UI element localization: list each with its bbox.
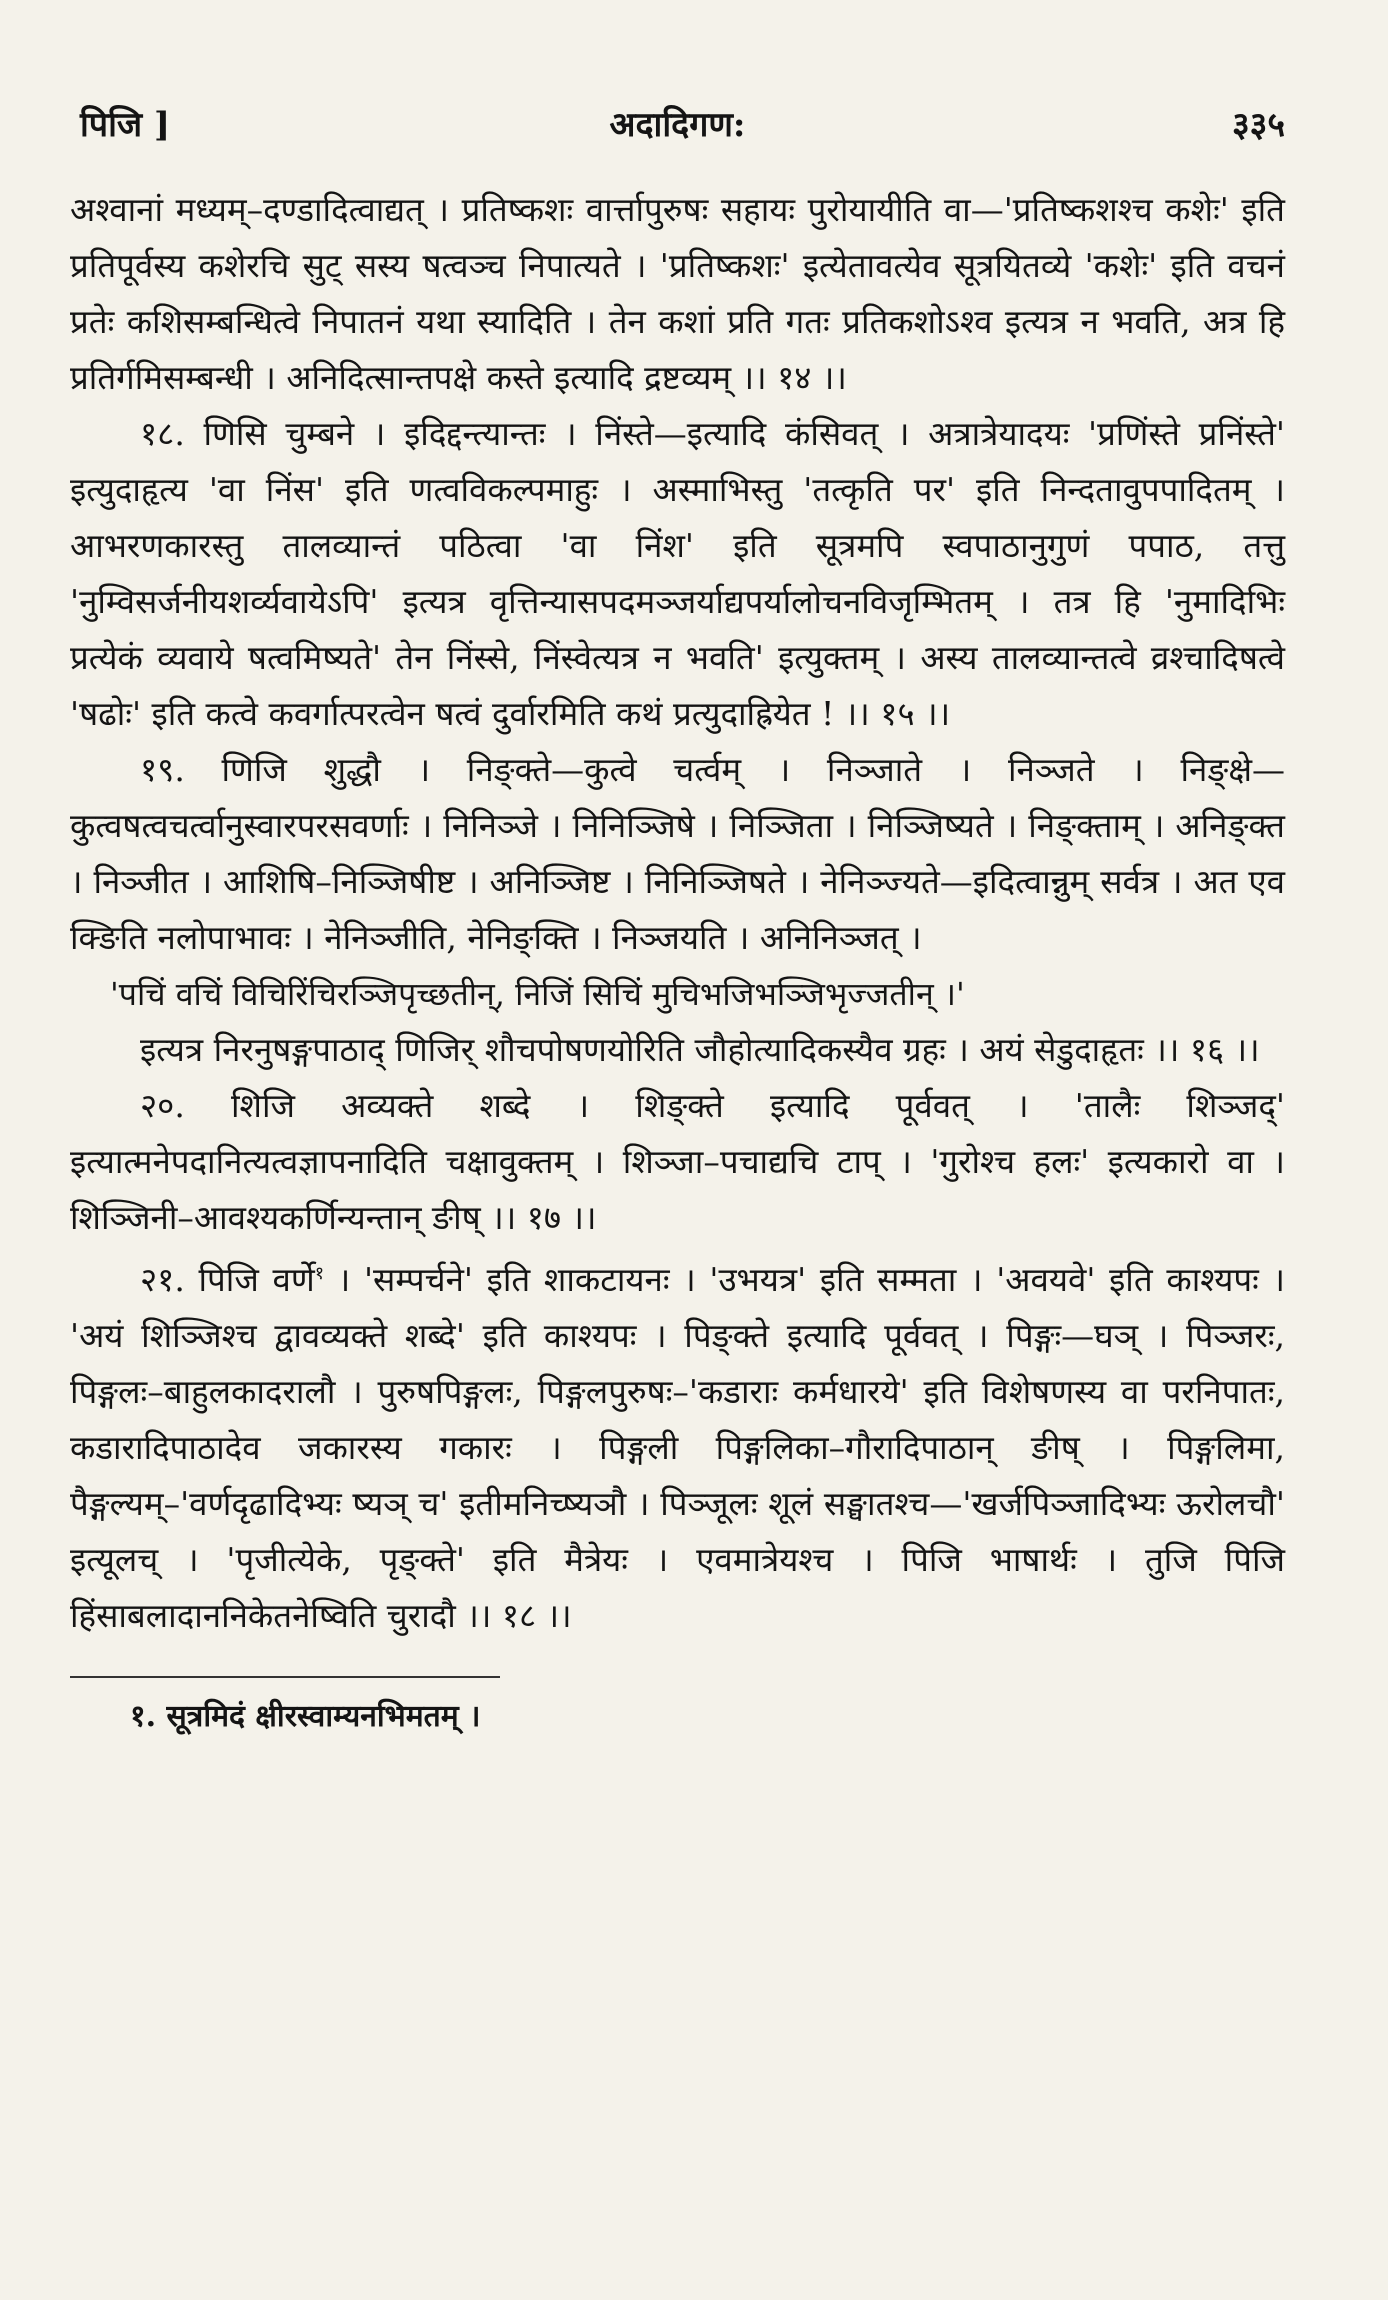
footnote-divider (70, 1676, 500, 1678)
paragraph-21 (70, 1246, 1285, 1644)
paragraph-21-lead: २१. पिजि वर्णे (140, 1260, 315, 1299)
page (70, 100, 1285, 1735)
paragraph-20: २०. शिजि अव्यक्ते शब्दे । शिङ्क्ते इत्यादि पूर्ववत् । 'तालैः शिञ्जद्' इत्यात्मनेपदानित्यत्वज्ञापनादिति चक्षावुक्तम् । शिञ्जा–पचाद्यचि टाप् । 'गुरोश्च हलः' इत्यकारो वा । शिञ्जिनी–आवश्यकर्णिन्यन्तान् ङीष् ।। १७ ।। (70, 1086, 1285, 1237)
quoted-verse: 'पचिं वचिं विचिरिंचिरञ्जिपृच्छतीन्, निजिं सिचिं मुचिभजिभञ्जिभृज्जतीन् ।' (110, 975, 965, 1013)
paragraph-intro: अश्वानां मध्यम्–दण्डादित्वाद्यत् । प्रतिष्कशः वार्त्तापुरुषः सहायः पुरोयायीति वा—'प्रतिष्कशश्च कशेः' इति प्रतिपूर्वस्य कशेरचि सुट् सस्य षत्वञ्च निपात्यते । 'प्रतिष्कशः' इत्येतावत्येव सूत्रयितव्ये 'कशेः' इति वचनं प्रतेः कशिसम्बन्धित्वे निपातनं यथा स्यादिति । तेन कशां प्रति गतः प्रतिकशोऽश्व इत्यत्र न भवति, अत्र हि प्रतिर्गमिसम्बन्धी । अनिदित्सान्तपक्षे कस्ते इत्यादि द्रष्टव्यम् ।। १४ ।। (70, 190, 1285, 397)
paragraph-18: १८. णिसि चुम्बने । इदिद्दन्त्यान्तः । निंस्ते—इत्यादि कंसिवत् । अत्रात्रेयादयः 'प्रणिंस्ते प्रनिंस्ते' इत्युदाहृत्य 'वा निंस' इति णत्वविकल्पमाहुः । अस्माभिस्तु 'तत्कृति पर' इति निन्दतावुपपादितम् । आभरणकारस्तु तालव्यान्तं पठित्वा 'वा निंश' इति सूत्रमपि स्वपाठानुगुणं पपाठ, तत्तु 'नुम्विसर्जनीयशर्व्यवायेऽपि' इत्यत्र वृत्तिन्यासपदमञ्जर्याद्यपर्यालोचनविजृम्भितम् । तत्र हि 'नुमादिभिः प्रत्येकं व्यवाये षत्वमिष्यते' तेन निंस्से, निंस्वेत्यत्र न भवति' इत्युक्तम् । अस्य तालव्यान्तत्वे व्रश्चादिषत्वे 'षढोः' इति कत्वे कवर्गात्परत्वेन षत्वं दुर्वारमिति कथं प्रत्युदाह्रियेत ! ।। १५ ।। (70, 414, 1285, 733)
running-head (70, 100, 1285, 160)
footnote: १. सूत्रमिदं क्षीरस्वाम्यनभिमतम् । (130, 1699, 481, 1734)
chapter-title: अदादिगण: (609, 105, 746, 145)
paragraph-21-text: । 'सम्पर्चने' इति शाकटायनः । 'उभयत्र' इति सम्मता । 'अवयवे' इति काश्यपः । 'अयं शिञ्जिश्च द्वावव्यक्ते शब्दे' इति काश्यपः । पिङ्क्ते इत्यादि पूर्ववत् । पिङ्गः—घञ् । पिञ्जरः, पिङ्गलः–बाहुलकादरालौ । पुरुषपिङ्गलः, पिङ्गलपुरुषः–'कडाराः कर्मधारये' इति विशेषणस्य वा परनिपातः, कडारादिपाठादेव जकारस्य गकारः । पिङ्गली पिङ्गलिका–गौरादिपाठान् ङीष् । पिङ्गलिमा, पैङ्गल्यम्–'वर्णदृढादिभ्यः ष्यञ् च' इतीमनिच्ष्यञौ । पिञ्जूलः शूलं सङ्घातश्च—'खर्जपिञ्जादिभ्यः ऊरोलचौ' इत्यूलच् । 'पृजीत्येके, पृङ्क्ते' इति मैत्रेयः । एवमात्रेयश्च । पिजि भाषार्थः । तुजि पिजि हिंसाबलादाननिकेतनेष्विति चुरादौ ।। १८ ।। (70, 1260, 1286, 1635)
page-number: ३३५ (1231, 105, 1285, 145)
paragraph-19-cont: इत्यत्र निरनुषङ्गपाठाद् णिजिर् शौचपोषणयोरिति जौहोत्यादिकस्यैव ग्रहः । अयं सेडुदाहृतः ।। १६ ।। (140, 1030, 1260, 1069)
body-text (70, 182, 1285, 1644)
section-header: पिजि ] (80, 105, 171, 145)
paragraph-19: १९. णिजि शुद्धौ । निङ्क्ते—कुत्वे चर्त्वम् । निञ्जाते । निञ्जते । निङ्क्षे—कुत्वषत्वचर्त्वानुस्वारपरसवर्णाः । निनिञ्जे । निनिञ्जिषे । निञ्जिता । निञ्जिष्यते । निङ्क्ताम् । अनिङ्क्त । निञ्जीत । आशिषि–निञ्जिषीष्ट । अनिञ्जिष्ट । निनिञ्जिषते । नेनिञ्ज्यते—इदित्वान्नुम् सर्वत्र । अत एव क्ङिति नलोपाभावः । नेनिञ्जीति, नेनिङ्क्ति । निञ्जयति । अनिनिञ्जत् । (70, 750, 1285, 957)
footnote-marker: १ (314, 1263, 325, 1284)
